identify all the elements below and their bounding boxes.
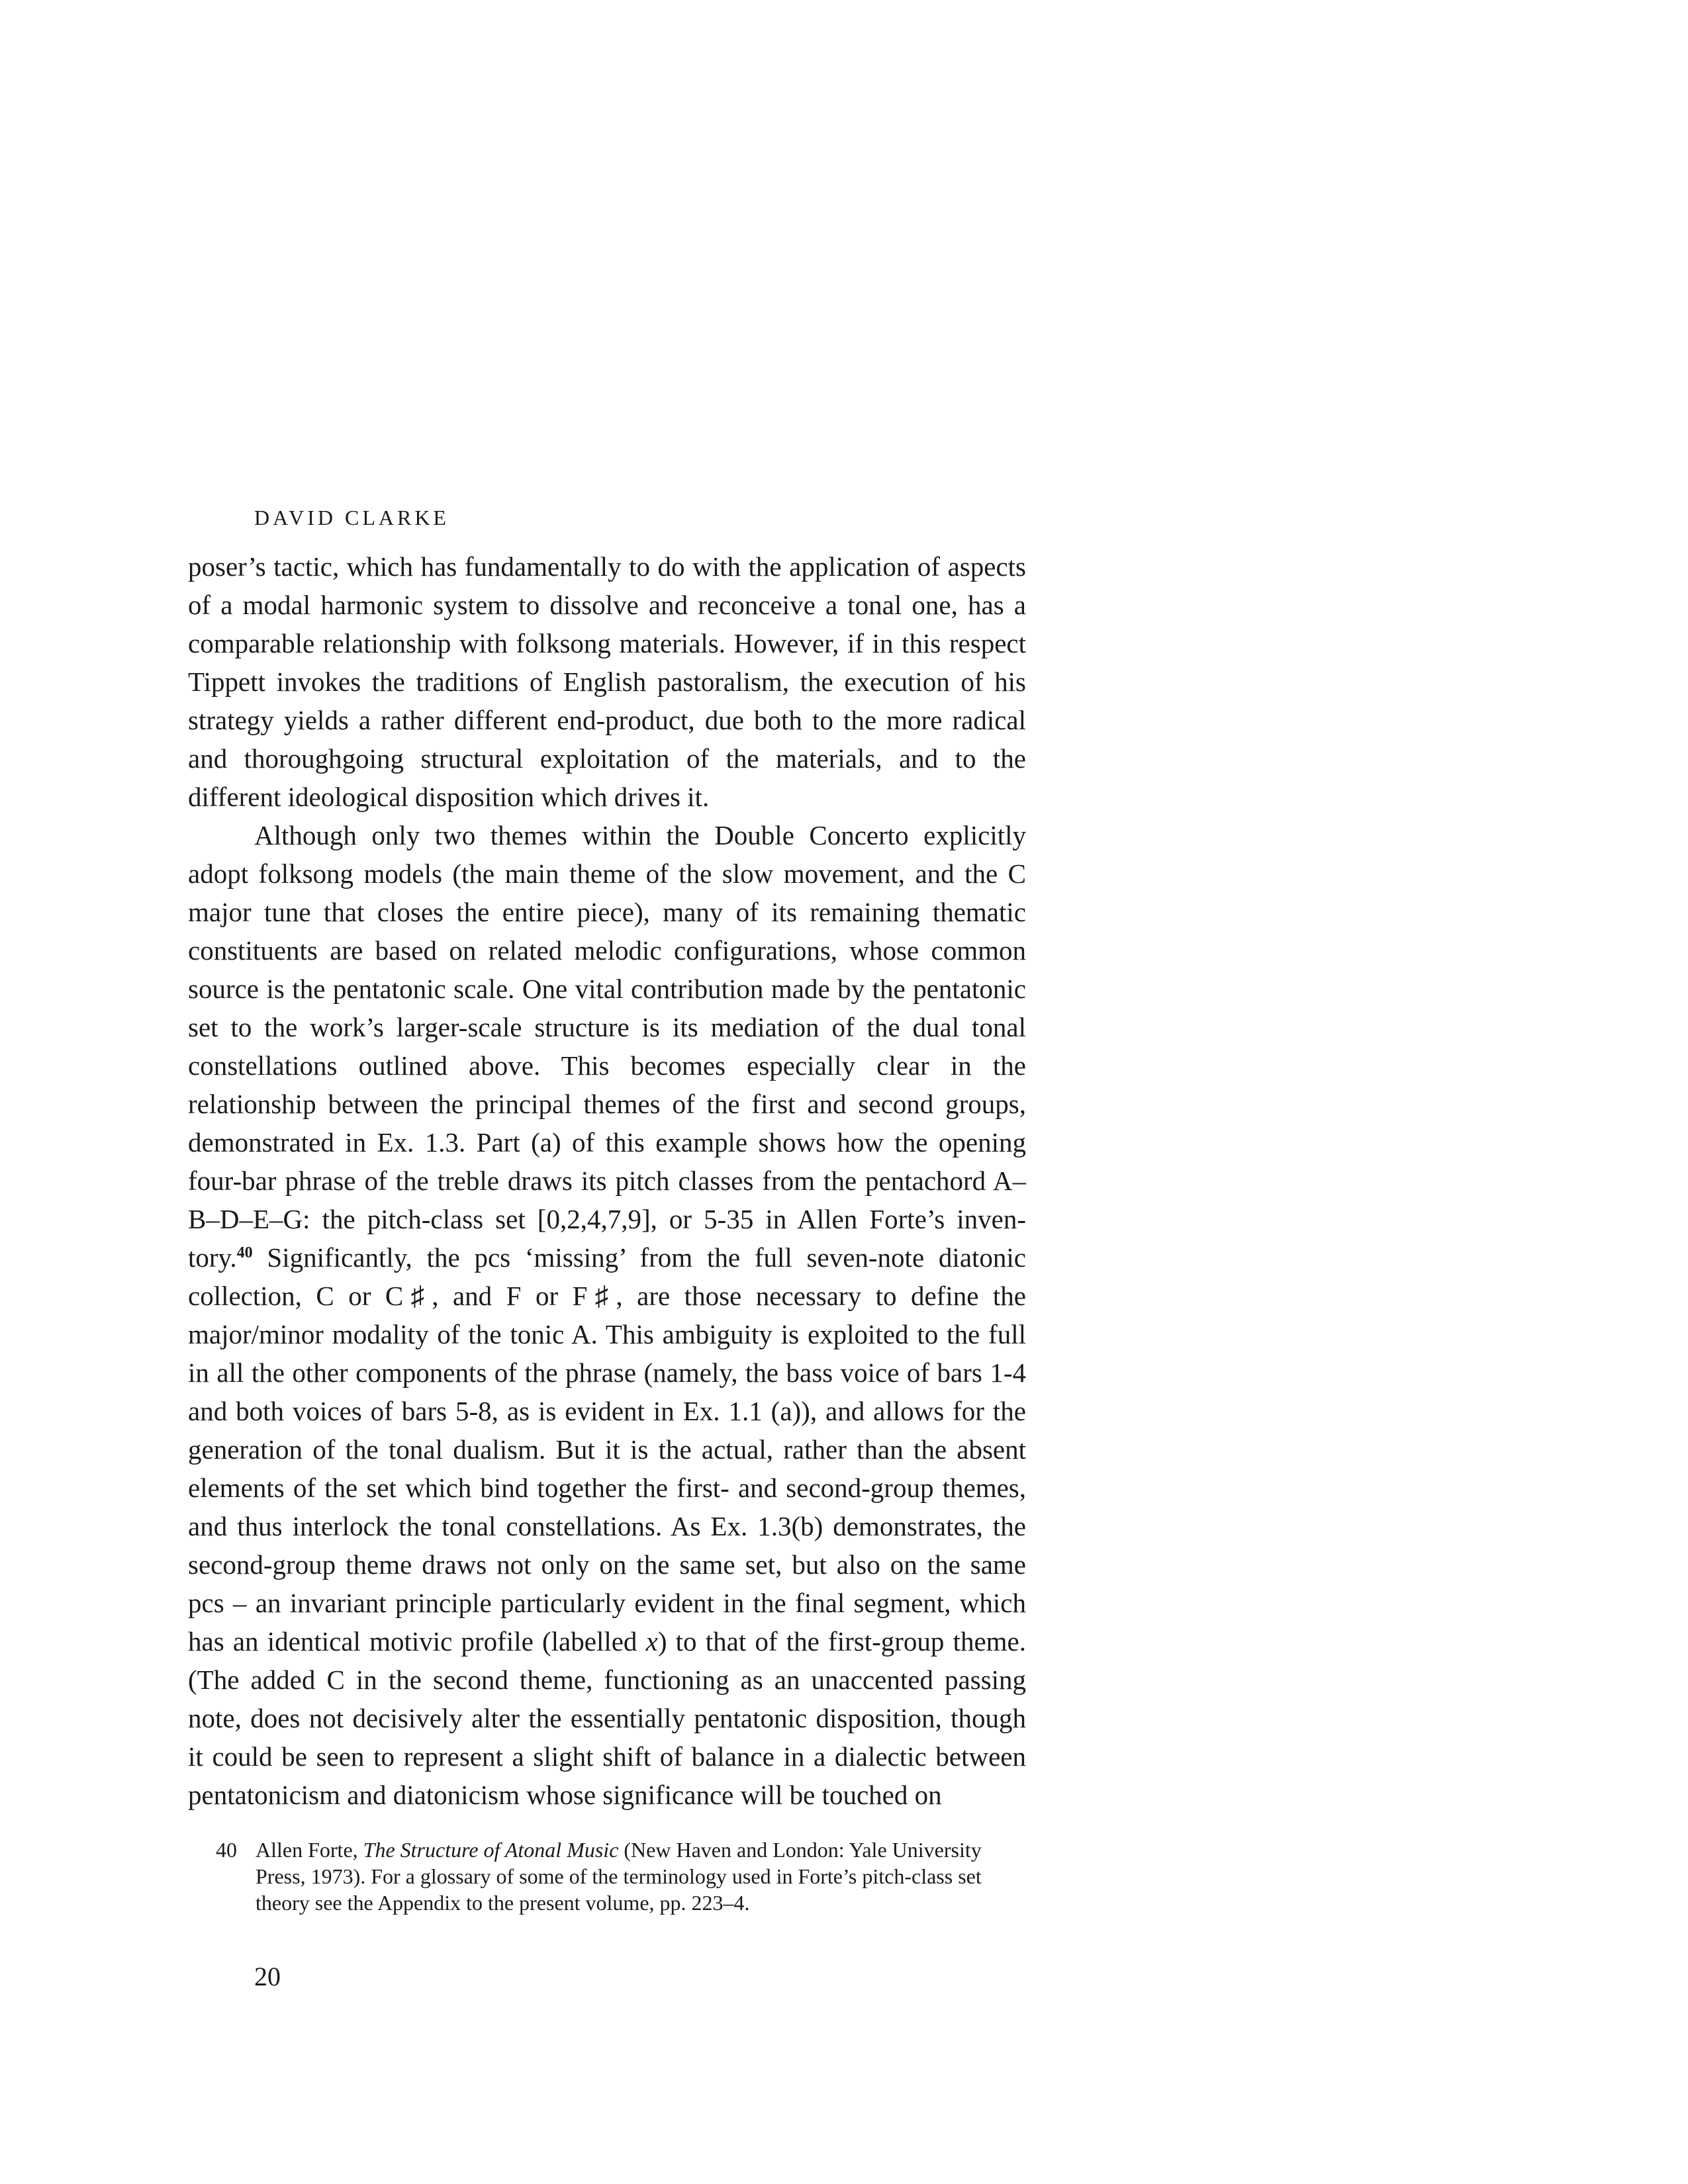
paragraph-2-end: ) to that of the first-group theme. (The added C in the second theme, functioning as an unaccented passing note, does not decisively alter the essentially pentatonic disposition, though it could be seen to represent a slight shift of balance in a dialectic between pentatonicism and diatonicism whose significance will be touched on [188,1626,1027,1810]
footnote-book-title: The Structure of Atonal Music [363,1838,619,1862]
body-text [188,547,1026,1814]
footnote-author: Allen Forte, [256,1838,363,1862]
running-head: DAVID CLARKE [254,506,449,529]
footnote-reference: 40 [236,1244,253,1261]
footnote-number: 40 [216,1838,237,1862]
paragraph-2-continuation: Significantly, the pcs ‘missing’ from the full seven-note diatonic collection, C or C♯, and F or F♯, are those necessary to define the major/minor modality of the tonic A. This ambiguity is exploited to the full in all the other components of the phrase (namely, the bass voice of bars 1-4 and both voices of bars 5-8, as is evident in Ex. 1.1 (a)), and allows for the generation of the tonal dualism. But it is the actual, rather than the absent elements of the set which bind together the first- and second-group themes, and thus interlock the tonal constellations. As Ex. 1.3(b) demonstrates, the second-group theme draws not only on the same set, but also on the same pcs – an invariant principle particularly evident in the final segment, which has an identical motivic profile (labelled [188,1242,1026,1657]
footnote [216,1837,1026,1916]
footnote-citation: (New Haven and London: Yale University Press, 1973). For a glossary of some of the terminology used in Forte’s pitch-class set theory see the Appendix to the present volume, pp. 223–4. [256,1838,982,1915]
paragraph-2 [188,816,1026,1814]
paragraph-2-text: Although only two themes within the Double Concerto explicitly adopt folksong models (the main theme of the slow movement, and the C major tune that closes the entire piece), many of its remaining thematic constituents are based on related melodic configurations, whose common source is the pentatonic scale. One vital contribution made by the pentatonic set to the work’s larger-scale structure is its mediation of the dual tonal constellations outlined above. This becomes especially clear in the relationship between the principal themes of the first and second groups, demonstrated in Ex. 1.3. Part (a) of this example shows how the opening four-bar phrase of the treble draws its pitch classes from the pentachord A–B–D–E–G: the pitch-class set [0,2,4,7,9], or 5-35 in Allen Forte’s inventory. [188,820,1026,1273]
italic-label-x: x [645,1626,658,1657]
paragraph-1: poser’s tactic, which has fundamentally to do with the application of aspects of a modal harmonic system to dissolve and reconceive a tonal one, has a comparable relationship with folksong materials. However, if in this respect Tippett invokes the traditions of English pastoralism, the execution of his strategy yields a rather different end-product, due both to the more radical and thoroughgoing structural exploitation of the materials, and to the different ideological disposition which drives it. [188,551,1026,812]
page-number: 20 [254,1962,281,1991]
footnote-text [256,1837,1026,1916]
